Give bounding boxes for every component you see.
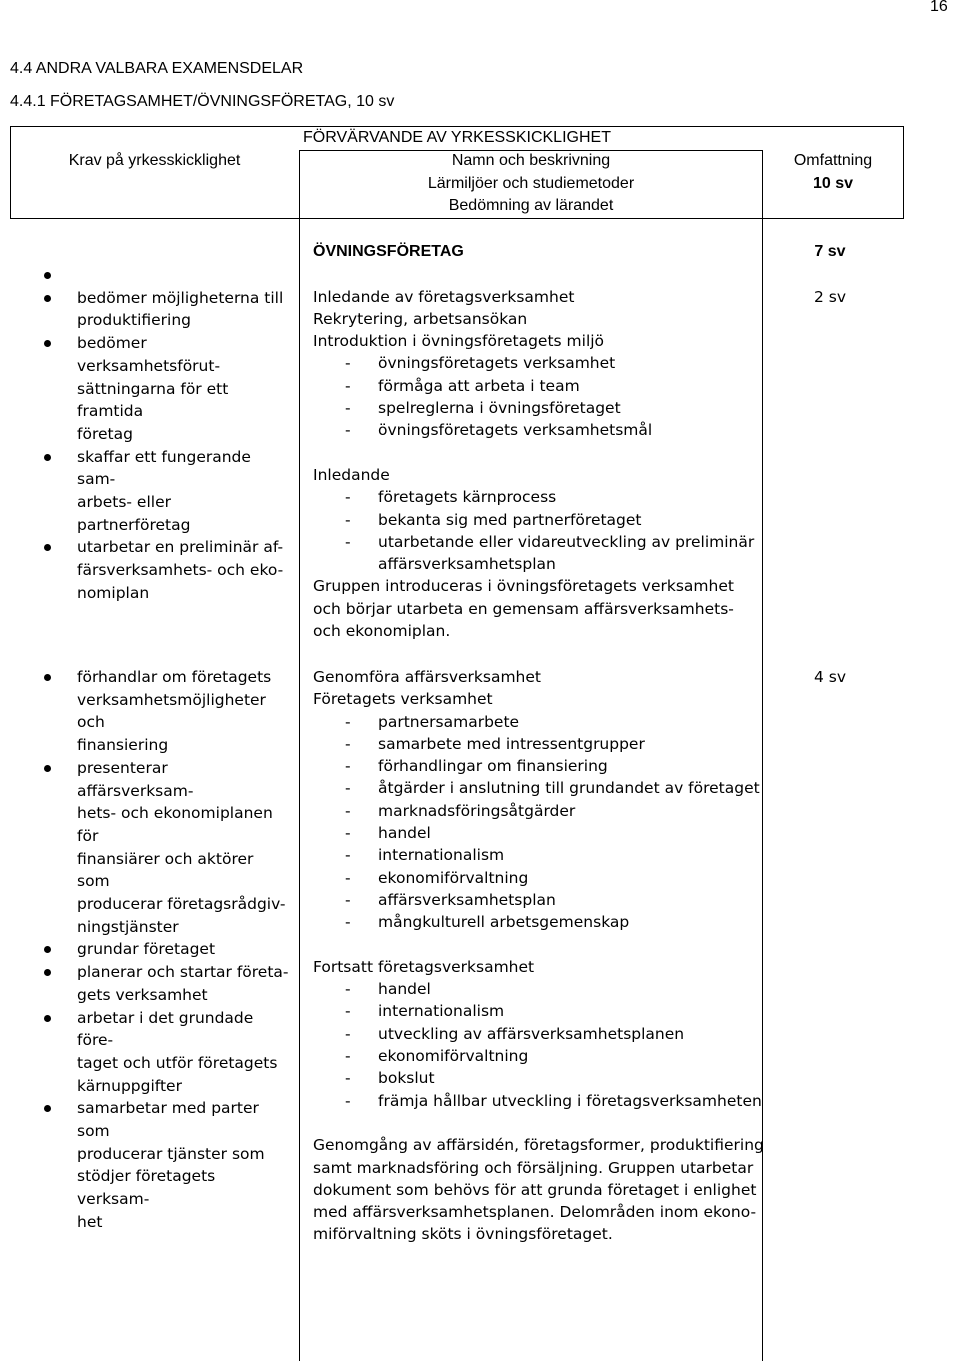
dash-item: - förmåga att arbeta i team	[313, 375, 763, 397]
dash-item: - ekonomiförvaltning	[313, 867, 763, 889]
dash-marker: -	[345, 846, 351, 865]
requirement-text: gets verksamhet	[77, 985, 208, 1004]
bullet-icon	[44, 295, 51, 302]
requirement-text: verksamhetsmöjligheter och	[77, 690, 266, 732]
dash-marker: -	[345, 913, 351, 932]
requirement-text: företag	[77, 424, 133, 443]
dash-item: - affärsverksamhetsplan	[313, 889, 763, 911]
section2-subtitle: Företagets verksamhet	[313, 690, 493, 709]
dash-marker: -	[345, 801, 351, 820]
dash-marker: -	[345, 890, 351, 909]
requirement-text: bedömer möjligheterna till	[77, 288, 284, 307]
dash-item: - internationalism	[313, 1000, 763, 1022]
section1-amount: 2 sv	[813, 288, 847, 306]
dash-marker: -	[345, 1091, 351, 1110]
dash-item: - främja hållbar utveckling i företagsverksamheten	[313, 1090, 763, 1112]
section1-scope	[764, 241, 896, 308]
block2-title: Inledande	[313, 465, 390, 484]
bullet-icon	[44, 544, 51, 551]
dash-marker: -	[345, 757, 351, 776]
section1-title: ÖVNINGSFÖRETAG	[313, 243, 464, 260]
header-scope: Omfattning 10 sv	[793, 152, 873, 192]
requirement-text: taget och utför företagets	[77, 1053, 278, 1072]
dash-marker: -	[345, 980, 351, 999]
dash-item: - handel	[313, 978, 763, 1000]
dash-item: - bokslut	[313, 1067, 763, 1089]
requirement-text: finansiärer och aktörer som	[77, 849, 254, 891]
dash-marker: -	[345, 532, 351, 551]
requirement-text: hets- och ekonomiplanen för	[77, 804, 273, 845]
dash-item: - ekonomiförvaltning	[313, 1045, 763, 1067]
bullet-icon	[44, 272, 51, 279]
dash-item: - marknadsföringsåtgärder	[313, 800, 763, 822]
requirement-text: samarbetar med parter som	[77, 1099, 259, 1141]
block1-title: Inledande av företagsverksamhet	[313, 287, 575, 306]
dash-item: - utveckling av affärsverksamhetsplanen	[313, 1023, 763, 1045]
dash-marker: -	[345, 354, 351, 373]
dash-marker: -	[345, 421, 351, 440]
dash-item: - förhandlingar om finansiering	[313, 755, 763, 777]
requirement-item	[44, 332, 289, 446]
requirement-text: finansiering	[77, 736, 169, 755]
requirement-text: nomiplan	[77, 583, 150, 602]
dash-marker: -	[345, 824, 351, 843]
requirement-item	[44, 666, 289, 757]
requirement-text: arbets- eller partnerföretag	[77, 493, 191, 534]
bullet-icon	[44, 946, 51, 953]
dash-marker: -	[345, 399, 351, 418]
dash-marker: -	[345, 376, 351, 395]
dash-item: - företagets kärnprocess	[313, 486, 763, 508]
requirement-text: producerar företagsrådgiv-	[77, 895, 286, 914]
subsection-heading: 4.4.1 FÖRETAGSAMHET/ÖVNINGSFÖRETAG, 10 sv	[10, 93, 395, 110]
requirement-text: förhandlar om företagets	[77, 668, 272, 686]
section2-cont-title: Fortsatt företagsverksamhet	[313, 957, 535, 976]
bullet-icon	[44, 1015, 51, 1022]
dash-marker: -	[345, 1047, 351, 1066]
requirement-text: planerar och startar företa-	[77, 963, 289, 982]
section-heading: 4.4 ANDRA VALBARA EXAMENSDELAR	[10, 60, 304, 77]
requirement-text: produktifiering	[77, 311, 192, 330]
paragraph-line: samt marknadsföring och försäljning. Gruppen utarbetar	[313, 1158, 754, 1177]
requirement-text: het	[77, 1212, 103, 1231]
block2-paragraph: Gruppen introduceras i övningsföretagets verksamhet och börjar utarbeta en gemensam affärsverksamhets- och ekonomiplan.	[313, 577, 734, 641]
dash-marker: -	[345, 734, 351, 753]
requirement-text: stödjer företagets verksam-	[77, 1167, 216, 1209]
requirement-text: färsverksamhets- och eko-	[77, 561, 284, 580]
section2-description	[313, 666, 763, 1246]
section1-description: ÖVNINGSFÖRETAG Inledande av företagsverksamhet Rekrytering, arbetsansökan Introduktion i övningsföretagets miljö - övningsföretagets verksamhet - förmåga att arbeta i team - spelreglerna i övningsföretaget - övningsföretagets verksamhetsmål Inledande - företagets kärnprocess - bekanta sig med partnerföretaget - utarbetande eller vidareutveckling av preliminär affärsverksamhetsplan Gruppen introduceras i övningsföretagets verksamhet och börjar utarbeta en gemensam affärsverksamhets- och ekonomiplan.	[313, 241, 763, 642]
dash-item: - internationalism	[313, 844, 763, 866]
dash-item: - partnersamarbete	[313, 711, 763, 733]
requirement-item	[44, 536, 289, 604]
requirement-text: presenterar affärsverksam-	[77, 758, 194, 800]
bullet-icon	[44, 340, 51, 347]
column-divider	[299, 218, 300, 1361]
section1-total: 7 sv	[814, 243, 846, 260]
page-number: 16	[930, 0, 948, 15]
dash-marker: -	[345, 712, 351, 731]
dash-item: - övningsföretagets verksamhet	[313, 352, 763, 374]
requirements-list-1	[44, 264, 289, 605]
dash-item: - spelreglerna i övningsföretaget	[313, 397, 763, 419]
bullet-icon	[44, 1105, 51, 1112]
paragraph-line: med affärsverksamhetsplanen. Delområden inom ekono-	[313, 1203, 757, 1222]
requirement-text: ningstjänster	[77, 917, 179, 936]
requirement-item	[44, 961, 289, 1006]
paragraph-line: dokument som behövs för att grunda företaget i enlighet	[313, 1180, 757, 1199]
dash-item: - samarbete med intressentgrupper	[313, 733, 763, 755]
requirement-text: arbetar i det grundade före-	[77, 1008, 254, 1050]
dash-item: - åtgärder i anslutning till grundandet av företaget	[313, 777, 763, 799]
requirement-text: utarbetar en preliminär af-	[77, 538, 284, 557]
requirements-list-2	[44, 666, 289, 1234]
header-group-title: FÖRVÄRVANDE AV YRKESSKICKLIGHET	[303, 129, 611, 146]
requirement-item	[44, 757, 289, 939]
dash-item: - handel	[313, 822, 763, 844]
dash-item: - bekanta sig med partnerföretaget	[313, 509, 763, 531]
requirement-item	[44, 1007, 289, 1098]
requirement-item	[44, 938, 289, 961]
requirement-text: sättningarna för ett framtida	[77, 379, 229, 421]
requirement-text: kärnuppgifter	[77, 1076, 182, 1095]
paragraph-line: miförvaltning sköts i övningsföretaget.	[313, 1225, 613, 1244]
dash-item: - utarbetande eller vidareutveckling av preliminär	[313, 531, 763, 553]
requirement-text: skaffar ett fungerande sam-	[77, 447, 251, 489]
dash-marker: -	[345, 510, 351, 529]
requirement-text: producerar tjänster som	[77, 1144, 265, 1163]
dash-marker: -	[345, 488, 351, 507]
requirement-item	[44, 446, 289, 537]
dash-item: - mångkulturell arbetsgemenskap	[313, 911, 763, 933]
paragraph-line: Genomgång av affärsidén, företagsformer, produktifiering	[313, 1136, 764, 1155]
requirement-text: bedömer verksamhetsförut-	[77, 334, 221, 375]
section2-amount: 4 sv	[813, 668, 847, 686]
requirement-text: grundar företaget	[77, 940, 216, 959]
section2-title: Genomföra affärsverksamhet	[313, 668, 541, 686]
dash-marker: -	[345, 868, 351, 887]
requirement-item	[44, 1097, 289, 1233]
bullet-icon	[44, 674, 51, 681]
dash-marker: -	[345, 1024, 351, 1043]
requirement-item	[44, 264, 289, 287]
dash-marker: -	[345, 779, 351, 798]
bullet-icon	[44, 969, 51, 976]
bullet-icon	[44, 765, 51, 772]
dash-item: - övningsföretagets verksamhetsmål	[313, 419, 763, 441]
header-description: Namn och beskrivning Lärmiljöer och studiemetoder Bedömning av lärandet	[427, 152, 635, 214]
header-requirements: Krav på yrkesskicklighet	[68, 152, 241, 169]
bullet-icon	[44, 454, 51, 461]
dash-marker: -	[345, 1002, 351, 1021]
dash-marker: -	[345, 1069, 351, 1088]
requirement-item	[44, 287, 289, 332]
